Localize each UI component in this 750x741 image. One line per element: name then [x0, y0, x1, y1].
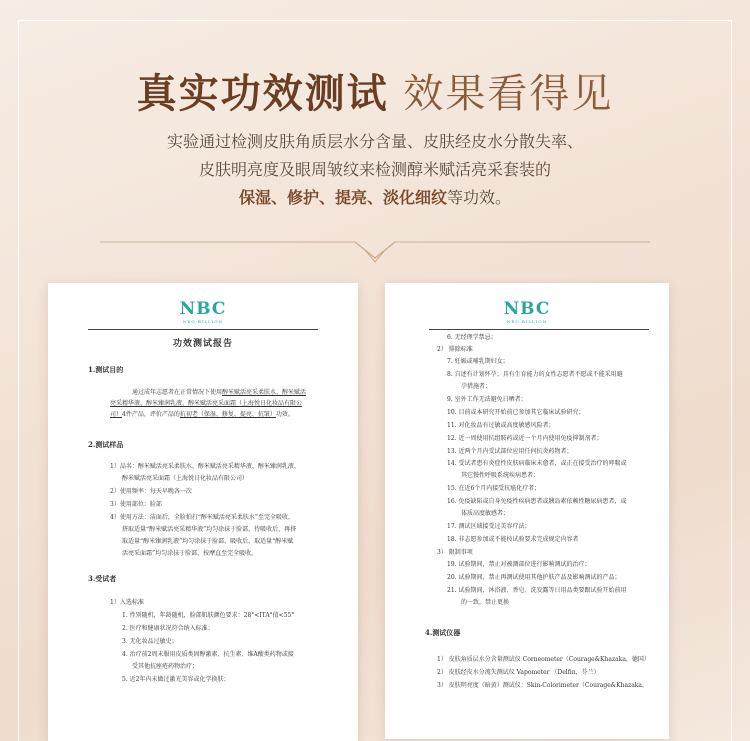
intro-line-3: [0, 184, 750, 212]
list-item: 4. 治疗前2周未服用皮质类固醇激素、抗生素、维A酸类药物或接: [122, 651, 294, 658]
list-item: 受其他抗痤疮药物治疗；: [132, 663, 199, 670]
title-bold: 真实功效测试: [136, 71, 389, 117]
paragraph-line: 亮采精华液、醇米臻润乳液、醇米赋活亮采面霜（上海悦日化妆品有限公: [110, 400, 303, 407]
list-item: 6. 无经理学禁忌；: [447, 334, 497, 341]
list-item: 活亮采面霜”均匀涂抹于脸部，按摩直至完全吸收。: [122, 550, 258, 557]
page-title: [0, 62, 750, 119]
list-item: 15. 在近6个月内接受抗癌化疗者；: [447, 485, 541, 492]
header-rule: [88, 329, 318, 330]
title-light: 效果看得见: [403, 71, 614, 117]
section-heading: 3.受试者: [88, 574, 117, 583]
list-item: 2） 皮肤经皮水分流失测试仪 Vapometer （Delfin，芬兰）: [437, 669, 600, 676]
list-item: 14. 受试者患有炎症性皮肤病临床未愈者，或正在接受治疗的哮喘或: [447, 460, 627, 467]
list-item: 2）使用频率：每天早晚各一次: [110, 488, 192, 495]
list-item: 1. 性别随机，年龄随机，脸部肌肤颜色要求：28°<ITA°值<55°: [122, 612, 295, 619]
list-item: 8. 自述有计划怀孕；具有生育能力的女性志愿者不愿或不能采用避: [447, 371, 623, 378]
list-item: 其它慢性呼吸系统疾病患者；: [461, 472, 540, 479]
list-item: 3） 限制事项: [437, 549, 473, 556]
list-item: 2. 医疗和健康状况符合纳入标准；: [122, 625, 214, 632]
intro-line-2: 皮肤明亮度及眼周皱纹来检测醇米赋活亮采套装的: [198, 160, 551, 179]
list-item: 取适量“醇米臻润乳液”均匀涂抹于脸部，吸收后，取适量“醇米赋: [122, 538, 294, 545]
report-page-left: [48, 283, 358, 741]
chevron-divider: [100, 236, 650, 266]
list-item: 9. 室外工作无法避免日晒者；: [447, 396, 527, 403]
list-item: 16. 免疫缺陷或自身免疫性疾病患者或胰岛素依赖性糖尿病患者，或: [447, 498, 627, 505]
list-item: 醇米赋活亮采面霜（上海悦日化妆品有限公司）: [122, 475, 249, 482]
nbc-logo: NBC NEO·BILLION: [503, 299, 551, 324]
list-item: 5. 近2年内未做过激光美容或化学换肤；: [122, 676, 230, 683]
intro-tail: 等功效。: [447, 188, 512, 207]
list-item: 的一致，禁止更换: [461, 599, 510, 606]
list-item: 21. 试验期间，沐浴液、香皂、洗发露等日用品类要跟试验开始前用: [447, 587, 627, 594]
list-item: 孕措施者；: [461, 383, 492, 390]
list-item: 4）使用方法：洁面后，全脸拍打“醇米赋活亮采柔肤水”至完全吸收，: [110, 514, 294, 521]
paragraph-line: 通过成年志愿者在正常情况下使用醇米赋活亮采柔肤水、醇米赋活: [132, 389, 307, 396]
intro-line-1: 实验通过检测皮肤角质层水分含量、皮肤经皮水分散失率、: [166, 132, 583, 151]
list-item: 1）入选标准: [110, 599, 144, 606]
list-item: 11. 对化妆品有过敏或高度敏感风险者；: [447, 422, 555, 429]
list-item: 挤取适量“醇米赋活亮采精华液”均匀涂抹于脸部，待吸收后，再挤: [122, 526, 297, 533]
list-item: 1）品名：醇米赋活亮采柔肤水、醇米赋活亮采精华液、醇米臻润乳液、: [110, 463, 300, 470]
list-item: 19. 试验期间，禁止对被测部位进行影响测试的治疗；: [447, 561, 591, 568]
report-page-right: [385, 283, 669, 739]
report-title: 功效测试报告: [172, 339, 233, 349]
list-item: 13. 近两个月内受试部位应用任何抗炎药物者；: [447, 448, 573, 455]
nbc-logo: NBC NEO·BILLION: [179, 299, 227, 324]
list-item: 7. 妊娠或哺乳期妇女；: [447, 358, 509, 365]
header-rule: [429, 329, 649, 330]
list-item: 3）使用部位：脸部: [110, 501, 162, 508]
section-heading: 4.测试仪器: [425, 628, 461, 637]
section-heading: 2.测试样品: [88, 440, 124, 449]
list-item: 3） 皮肤明亮度（暗黄）测试仪：Skin-Colorimeter（Courage&Khazaka，: [437, 682, 648, 689]
list-item: 1） 皮肤角质层水分含量测试仪 Corneometer（Courage&Khazaka，德国）: [437, 656, 650, 663]
section-heading: 1.测试目的: [88, 365, 124, 374]
list-item: 12. 近一周使用抗组胺药或近一个月内使用免疫抑制剂者；: [447, 435, 603, 442]
list-item: 18. 非志愿参加或不能按试验要求完成规定内容者: [447, 536, 579, 543]
intro-highlight: 保湿、修护、提亮、淡化细纹: [238, 188, 447, 207]
list-item: 17. 测试区域接受过美容疗法；: [447, 523, 531, 530]
paragraph-line: 司）4件产品，评价产品的抗初老（保湿、修复、提亮、抗皱）功效。: [110, 411, 294, 418]
list-item: 20. 试验期间，禁止再测试使用其他护肤产品及影响测试的产品；: [447, 574, 621, 581]
intro-text: [0, 128, 750, 212]
list-item: 体质高度敏感者；: [461, 510, 510, 517]
list-item: 3. 无化妆品过敏史；: [122, 638, 178, 645]
list-item: 10. 目前或本研究开始前已参加其它临床试验研究；: [447, 409, 585, 416]
list-item: 2） 排除标准: [437, 346, 473, 353]
